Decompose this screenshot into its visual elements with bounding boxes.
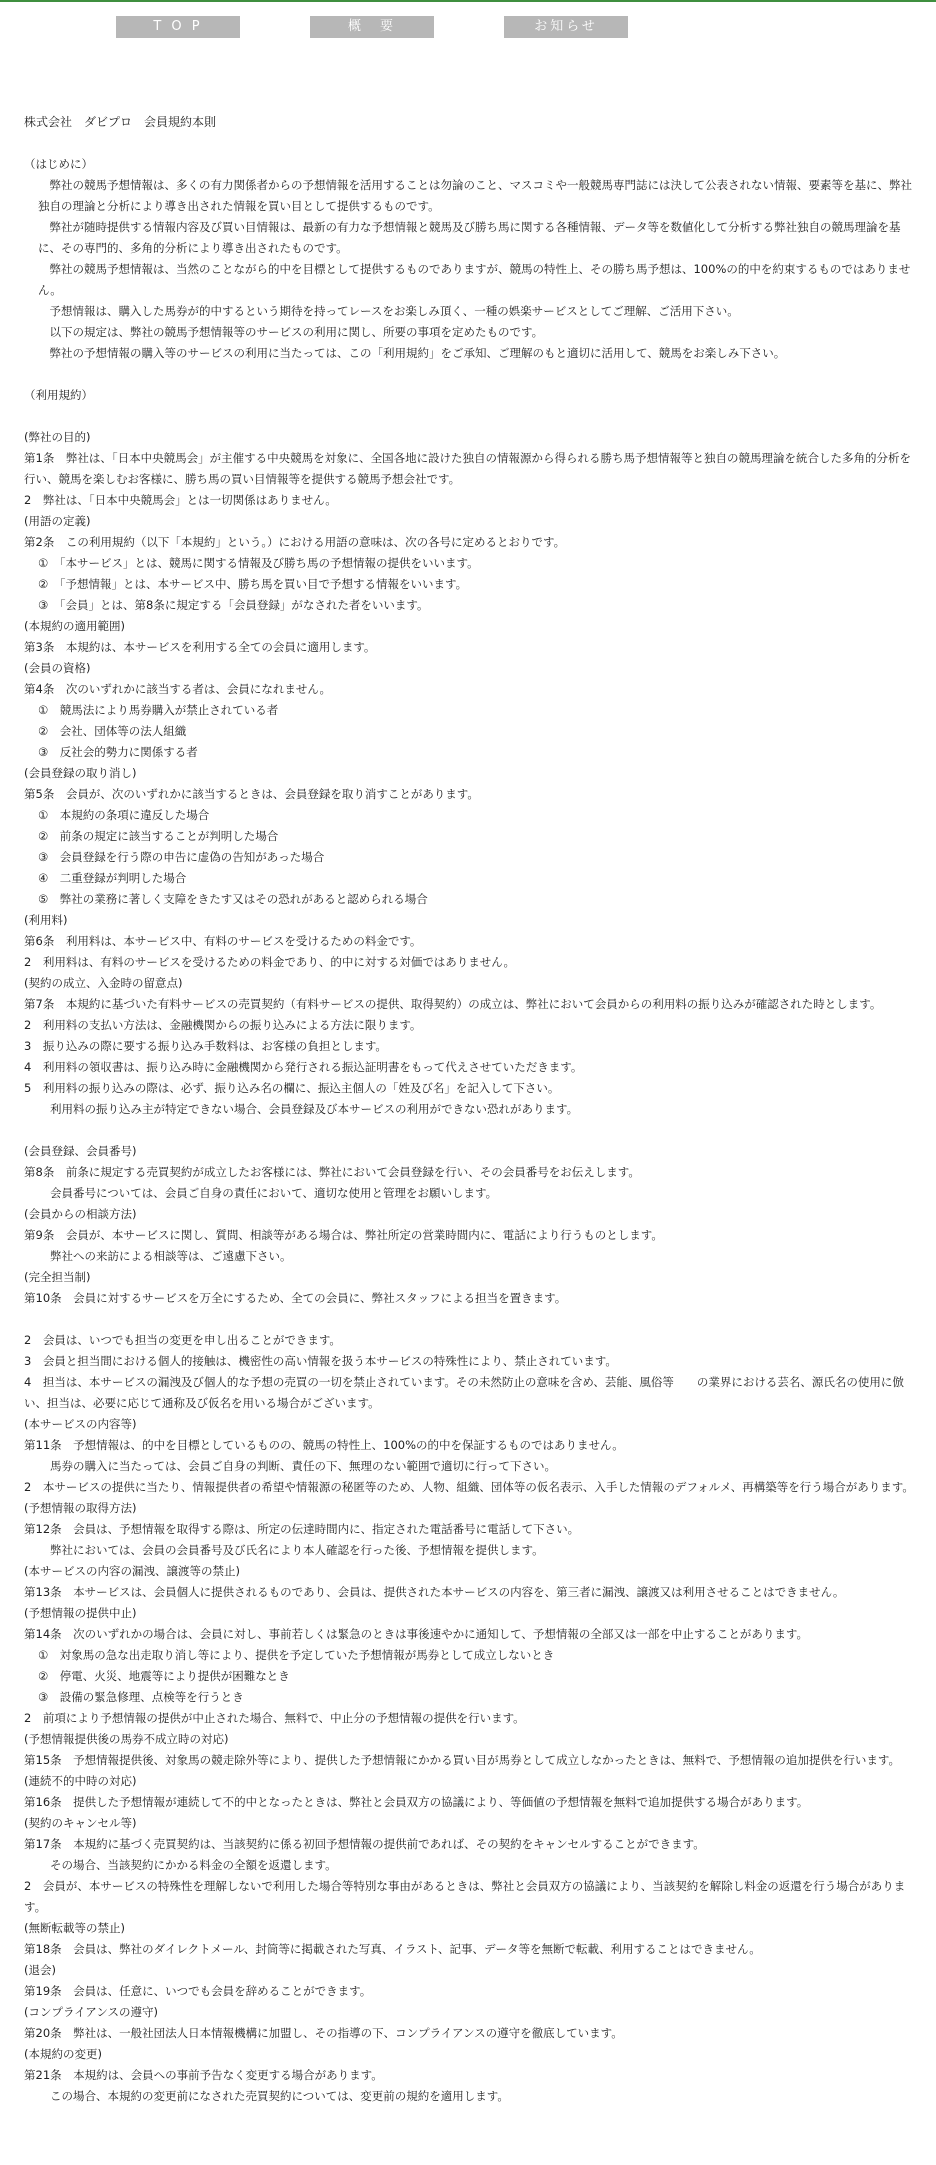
terms-line: 第12条 会員は、予想情報を取得する際は、所定の伝達時間内に、指定された電話番号に電話して下さい。	[24, 1522, 580, 1536]
terms-line: (本サービスの内容の漏洩、譲渡等の禁止)	[24, 1564, 240, 1578]
terms-line: 第20条 弊社は、一般社団法人日本情報機構に加盟し、その指導の下、コンプライアンスの遵守を徹底しています。	[24, 2026, 623, 2040]
terms-line: (契約のキャンセル等)	[24, 1816, 137, 1830]
terms-line: (本規約の適用範囲)	[24, 619, 125, 633]
terms-line: 第14条 次のいずれかの場合は、会員に対し、事前若しくは緊急のときは事後速やかに通知して、予想情報の全部又は一部を中止することがあります。	[24, 1627, 808, 1641]
terms-line: (契約の成立、入金時の留意点)	[24, 976, 183, 990]
terms-line: ② 会社、団体等の法人組織	[38, 724, 187, 738]
top-accent-line	[0, 0, 936, 2]
terms-line: 弊社においては、会員の会員番号及び氏名により本人確認を行った後、予想情報を提供します。	[50, 1543, 544, 1557]
terms-line: 第13条 本サービスは、会員個人に提供されるものであり、会員は、提供された本サービスの内容を、第三者に漏洩、譲渡又は利用させることはできません。	[24, 1585, 845, 1599]
terms-line: 2 本サービスの提供に当たり、情報提供者の希望や情報源の秘匿等のため、人物、組織、団体等の仮名表示、入手した情報のデフォルメ、再構築等を行う場合があります。	[24, 1480, 914, 1494]
terms-line: 第21条 本規約は、会員への事前予告なく変更する場合があります。	[24, 2068, 383, 2082]
terms-line: ① 競馬法により馬券購入が禁止されている者	[38, 703, 279, 717]
terms-line: 第9条 会員が、本サービスに関し、質問、相談等がある場合は、弊社所定の営業時間内に、電話により行うものとします。	[24, 1228, 663, 1242]
blank-line	[24, 133, 914, 154]
terms-line: 第15条 予想情報提供後、対象馬の競走除外等により、提供した予想情報にかかる買い目が馬券として成立しなかったときは、無料で、予想情報の追加提供を行います。	[24, 1753, 900, 1767]
terms-line: 第6条 利用料は、本サービス中、有料のサービスを受けるための料金です。	[24, 934, 422, 948]
terms-line: ⑤ 弊社の業務に著しく支障をきたす又はその恐れがあると認められる場合	[38, 892, 428, 906]
terms-body	[24, 133, 914, 2107]
terms-line: 弊社の競馬予想情報は、多くの有力関係者からの予想情報を活用することは勿論のこと、マスコミや一般競馬専門誌には決して公表されない情報、要素等を基に、弊社独自の理論と分析により導き出された情報を買い目として提供するものです。	[38, 178, 912, 213]
terms-line: (無断転載等の禁止)	[24, 1921, 125, 1935]
terms-line: 第17条 本規約に基づく売買契約は、当該契約に係る初回予想情報の提供前であれば、その契約をキャンセルすることができます。	[24, 1837, 705, 1851]
terms-line: 2 弊社は、「日本中央競馬会」とは一切関係はありません。	[24, 493, 337, 507]
blank-line	[24, 406, 914, 427]
terms-line: ③ 設備の緊急修理、点検等を行うとき	[38, 1690, 244, 1704]
terms-line: 第5条 会員が、次のいずれかに該当するときは、会員登録を取り消すことがあります。	[24, 787, 479, 801]
terms-line: (退会)	[24, 1963, 56, 1977]
terms-line: (連続不的中時の対応)	[24, 1774, 137, 1788]
terms-line: (本規約の変更)	[24, 2047, 102, 2061]
terms-line: 第2条 この利用規約（以下「本規約」という。）における用語の意味は、次の各号に定めるとおりです。	[24, 535, 566, 549]
terms-line: 2 前項により予想情報の提供が中止された場合、無料で、中止分の予想情報の提供を行います。	[24, 1711, 525, 1725]
terms-line: 弊社への来訪による相談等は、ご遠慮下さい。	[50, 1249, 292, 1263]
terms-line: (弊社の目的)	[24, 430, 91, 444]
terms-line: ① 本規約の条項に違反した場合	[38, 808, 210, 822]
terms-line: 弊社が随時提供する情報内容及び買い目情報は、最新の有力な予想情報と競馬及び勝ち馬に関する各種情報、データ等を数値化して分析する弊社独自の競馬理論を基に、その専門的、多角的分析により導き出されたものです。	[38, 220, 901, 255]
terms-line: 弊社の予想情報の購入等のサービスの利用に当たっては、この「利用規約」をご承知、ご理解のもと適切に活用して、競馬をお楽しみ下さい。	[38, 346, 786, 360]
terms-line: ② 前条の規定に該当することが判明した場合	[38, 829, 279, 843]
terms-line: (会員の資格)	[24, 661, 91, 675]
terms-line: ③ 「会員」とは、第8条に規定する「会員登録」がなされた者をいいます。	[38, 598, 429, 612]
terms-line: （利用規約）	[24, 388, 93, 402]
terms-line: (利用料)	[24, 913, 68, 927]
terms-line: (会員登録、会員番号)	[24, 1144, 137, 1158]
terms-line: 3 振り込みの際に要する振り込み手数料は、お客様の負担とします。	[24, 1039, 387, 1053]
terms-line: その場合、当該契約にかかる料金の全額を返還します。	[50, 1858, 337, 1872]
terms-line: (予想情報の取得方法)	[24, 1501, 137, 1515]
terms-line: (本サービスの内容等)	[24, 1417, 137, 1431]
document-title: 株式会社 ダビプロ 会員規約本則	[24, 115, 217, 129]
terms-line: 2 会員は、いつでも担当の変更を申し出ることができます。	[24, 1333, 341, 1347]
terms-line: 第19条 会員は、任意に、いつでも会員を辞めることができます。	[24, 1984, 372, 1998]
terms-line: ③ 会員登録を行う際の申告に虚偽の告知があった場合	[38, 850, 325, 864]
terms-line: 弊社の競馬予想情報は、当然のことながら的中を目標として提供するものでありますが、競馬の特性上、その勝ち馬予想は、100%の的中を約束するものではありません。	[38, 262, 911, 297]
terms-line: 第1条 弊社は、「日本中央競馬会」が主催する中央競馬を対象に、全国各地に設けた独自の情報源から得られる勝ち馬予想情報等と独自の競馬理論を統合した多角的分析を行い、競馬を楽しむお客様に、勝ち馬の買い目情報等を提供する競馬予想会社です。	[24, 451, 912, 486]
terms-line: ④ 二重登録が判明した場合	[38, 871, 187, 885]
terms-line: 以下の規定は、弊社の競馬予想情報等のサービスの利用に関し、所要の事項を定めたものです。	[38, 325, 544, 339]
nav-news-button[interactable]: お知らせ	[504, 16, 628, 38]
terms-line: 第8条 前条に規定する売買契約が成立したお客様には、弊社において会員登録を行い、その会員番号をお伝えします。	[24, 1165, 640, 1179]
terms-line: ① 「本サービス」とは、競馬に関する情報及び勝ち馬の予想情報の提供をいいます。	[38, 556, 479, 570]
terms-line: 第10条 会員に対するサービスを万全にするため、全ての会員に、弊社スタッフによる担当を置きます。	[24, 1291, 567, 1305]
terms-line: 馬券の購入に当たっては、会員ご自身の判断、責任の下、無理のない範囲で適切に行って下さい。	[50, 1459, 556, 1473]
terms-line: 第3条 本規約は、本サービスを利用する全ての会員に適用します。	[24, 640, 376, 654]
terms-line: ③ 反社会的勢力に関係する者	[38, 745, 198, 759]
terms-line: （はじめに）	[24, 157, 93, 171]
terms-line: 2 利用料は、有料のサービスを受けるための料金であり、的中に対する対価ではありません。	[24, 955, 516, 969]
nav-top-button[interactable]: T O P	[116, 16, 240, 38]
blank-line	[24, 364, 914, 385]
nav-overview-button[interactable]: 概 要	[310, 16, 434, 38]
terms-line: ② 停電、火災、地震等により提供が困難なとき	[38, 1669, 290, 1683]
terms-line: 2 会員が、本サービスの特殊性を理解しないで利用した場合等特別な事由があるときは、弊社と会員双方の協議により、当該契約を解除し料金の返還を行う場合があります。	[24, 1879, 906, 1914]
terms-line: (会員からの相談方法)	[24, 1207, 137, 1221]
terms-line: (予想情報の提供中止)	[24, 1606, 137, 1620]
terms-line: 2 利用料の支払い方法は、金融機関からの振り込みによる方法に限ります。	[24, 1018, 422, 1032]
terms-line: 4 担当は、本サービスの漏洩及び個人的な予想の売買の一切を禁止されています。その未然防止の意味を含め、芸能、風俗等 の業界における芸名、源氏名の使用に倣い、担当は、必要に応じて通称及び仮名を用いる場合がございます。	[24, 1375, 904, 1410]
terms-line: (予想情報提供後の馬券不成立時の対応)	[24, 1732, 229, 1746]
terms-line: 第11条 予想情報は、的中を目標としているものの、競馬の特性上、100%の的中を保証するものではありません。	[24, 1438, 624, 1452]
terms-line: 会員番号については、会員ご自身の責任において、適切な使用と管理をお願いします。	[50, 1186, 498, 1200]
terms-document	[24, 112, 914, 2107]
terms-line: 3 会員と担当間における個人的接触は、機密性の高い情報を扱う本サービスの特殊性により、禁止されています。	[24, 1354, 617, 1368]
terms-line: 予想情報は、購入した馬券が的中するという期待を持ってレースをお楽しみ頂く、一種の娯楽サービスとしてご理解、ご活用下さい。	[38, 304, 739, 318]
terms-line: 5 利用料の振り込みの際は、必ず、振り込み名の欄に、振込主個人の「姓及び名」を記入して下さい。	[24, 1081, 560, 1095]
terms-line: ① 対象馬の急な出走取り消し等により、提供を予定していた予想情報が馬券として成立しないとき	[38, 1648, 555, 1662]
terms-line: (完全担当制)	[24, 1270, 91, 1284]
terms-line: この場合、本規約の変更前になされた売買契約については、変更前の規約を適用します。	[50, 2089, 509, 2103]
blank-line	[24, 1309, 914, 1330]
blank-line	[24, 1120, 914, 1141]
terms-line: 利用料の振り込み主が特定できない場合、会員登録及び本サービスの利用ができない恐れがあります。	[50, 1102, 579, 1116]
terms-line: (用語の定義)	[24, 514, 91, 528]
terms-line: 第16条 提供した予想情報が連続して不的中となったときは、弊社と会員双方の協議により、等価値の予想情報を無料で追加提供する場合があります。	[24, 1795, 809, 1809]
terms-line: (会員登録の取り消し)	[24, 766, 137, 780]
terms-line: (コンプライアンスの遵守)	[24, 2005, 158, 2019]
terms-line: 4 利用料の領収書は、振り込み時に金融機関から発行される振込証明書をもって代えさせていただきます。	[24, 1060, 583, 1074]
terms-line: 第4条 次のいずれかに該当する者は、会員になれません。	[24, 682, 332, 696]
terms-line: 第7条 本規約に基づいた有料サービスの売買契約（有料サービスの提供、取得契約）の成立は、弊社において会員からの利用料の振り込みが確認された時とします。	[24, 997, 882, 1011]
terms-line: ② 「予想情報」とは、本サービス中、勝ち馬を買い目で予想する情報をいいます。	[38, 577, 468, 591]
terms-line: 第18条 会員は、弊社のダイレクトメール、封筒等に掲載された写真、イラスト、記事、データ等を無断で転載、利用することはできません。	[24, 1942, 761, 1956]
